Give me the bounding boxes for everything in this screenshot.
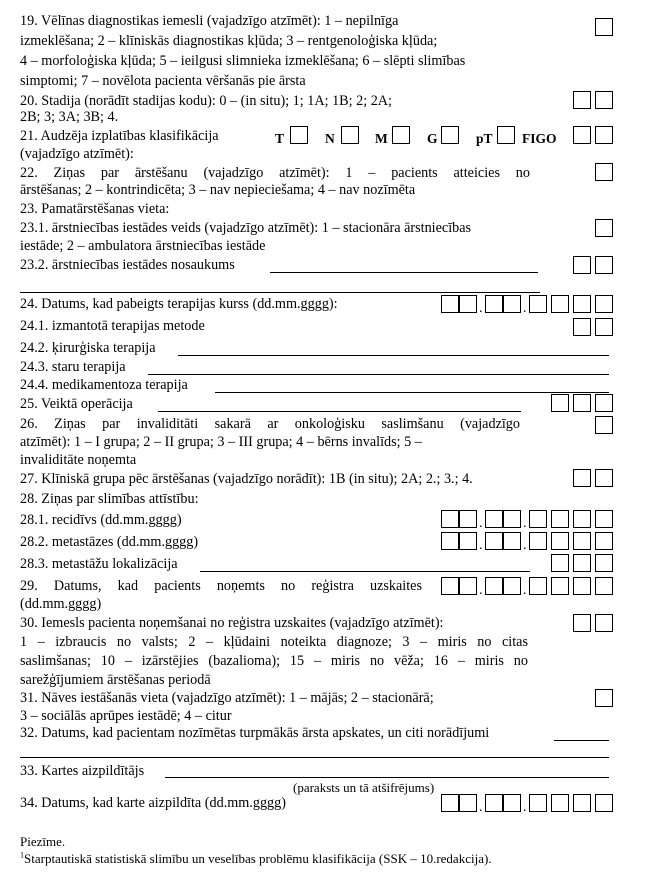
item-28-1-month-box-1[interactable] bbox=[485, 510, 503, 528]
item-23-title: 23. Pamatārstēšanas vieta: bbox=[20, 201, 170, 217]
item-28-2-month-box-1[interactable] bbox=[485, 532, 503, 550]
item-32-label: 32. Datums, kad pacientam nozīmētas turpmākās ārsta apskates, un citi norādījumi bbox=[20, 725, 490, 741]
item-28-2-day-box-2[interactable] bbox=[459, 532, 477, 550]
item-20-line-1: 20. Stadija (norādīt stadijas kodu): 0 – (in situ); 1; 1A; 1B; 2; 2A; bbox=[20, 93, 392, 109]
item-28-1-year-box-2[interactable] bbox=[551, 510, 569, 528]
item-34-day-box-1[interactable] bbox=[441, 794, 459, 812]
item-28-2-day-box-1[interactable] bbox=[441, 532, 459, 550]
item-24-year-box-1[interactable] bbox=[529, 295, 547, 313]
item-30-line-2: 1 – izbraucis no valsts; 2 – kļūdaini noteikta diagnoze; 3 – miris no citas bbox=[20, 634, 528, 650]
item-30-line-1: 30. Iemesls pacienta noņemšanai no reģistra uzskaites (vajadzīgo atzīmēt): bbox=[20, 615, 444, 631]
item-28-3-box-3[interactable] bbox=[595, 554, 613, 572]
item-25-box-2[interactable] bbox=[573, 394, 591, 412]
item-22-checkbox[interactable] bbox=[595, 163, 613, 181]
item-24-year-box-2[interactable] bbox=[551, 295, 569, 313]
tnm-pt-box[interactable] bbox=[497, 126, 515, 144]
item-30-line-4: sarežģījumiem ārstēšanas periodā bbox=[20, 672, 211, 688]
item-29-month-box-1[interactable] bbox=[485, 577, 503, 595]
item-34-month-box-2[interactable] bbox=[503, 794, 521, 812]
item-24-separator-2: . bbox=[523, 301, 527, 316]
item-24-year-box-4[interactable] bbox=[595, 295, 613, 313]
item-27-box-1[interactable] bbox=[573, 469, 591, 487]
item-28-3-label: 28.3. metastāžu lokalizācija bbox=[20, 556, 178, 572]
item-29-separator-2: . bbox=[523, 583, 527, 598]
item-24-4-write-line[interactable] bbox=[215, 392, 609, 393]
item-29-line-1: 29. Datums, kad pacients noņemts no reģistra uzskaites bbox=[20, 578, 422, 594]
item-31-checkbox[interactable] bbox=[595, 689, 613, 707]
item-28-2-year-box-4[interactable] bbox=[595, 532, 613, 550]
item-23-1-line-1: 23.1. ārstniecības iestādes veids (vajadzīgo atzīmēt): 1 – stacionāra ārstniecības bbox=[20, 220, 472, 236]
item-24-1-box-1[interactable] bbox=[573, 318, 591, 336]
item-29-day-box-1[interactable] bbox=[441, 577, 459, 595]
item-28-2-month-box-2[interactable] bbox=[503, 532, 521, 550]
item-25-box-3[interactable] bbox=[595, 394, 613, 412]
item-28-2-year-box-2[interactable] bbox=[551, 532, 569, 550]
item-24-month-box-1[interactable] bbox=[485, 295, 503, 313]
tnm-t-label: T bbox=[275, 131, 285, 146]
item-29-year-box-4[interactable] bbox=[595, 577, 613, 595]
item-34-label: 34. Datums, kad karte aizpildīta (dd.mm.gggg) bbox=[20, 795, 286, 811]
item-19-line-3: 4 – morfoloģiska kļūda; 5 – ieilgusi slimnieka izmeklēšana; 6 – slēpti slimības bbox=[20, 53, 466, 69]
item-31-line-2: 3 – sociālās aprūpes iestādē; 4 – citur bbox=[20, 708, 232, 724]
item-24-4-label: 24.4. medikamentoza terapija bbox=[20, 377, 188, 393]
item-28-1-separator-2: . bbox=[523, 516, 527, 531]
item-34-month-box-1[interactable] bbox=[485, 794, 503, 812]
item-30-box-1[interactable] bbox=[573, 614, 591, 632]
item-34-year-box-1[interactable] bbox=[529, 794, 547, 812]
item-28-1-year-box-1[interactable] bbox=[529, 510, 547, 528]
item-33-caption: (paraksts un tā atšifrējums) bbox=[293, 780, 435, 795]
tnm-g-box[interactable] bbox=[441, 126, 459, 144]
tnm-m-label: M bbox=[375, 131, 388, 146]
item-21-line-2: (vajadzīgo atzīmēt): bbox=[20, 146, 134, 162]
item-34-year-box-3[interactable] bbox=[573, 794, 591, 812]
item-29-year-box-2[interactable] bbox=[551, 577, 569, 595]
item-26-line-3: invaliditāte noņemta bbox=[20, 452, 137, 468]
item-24-1-label: 24.1. izmantotā terapijas metode bbox=[20, 318, 205, 334]
item-25-box-1[interactable] bbox=[551, 394, 569, 412]
item-21-line-1: 21. Audzēja izplatības klasifikācija bbox=[20, 128, 219, 144]
item-23-2-box-1[interactable] bbox=[573, 256, 591, 274]
item-29-year-box-1[interactable] bbox=[529, 577, 547, 595]
item-23-2-box-2[interactable] bbox=[595, 256, 613, 274]
item-24-2-label: 24.2. ķirurģiska terapija bbox=[20, 340, 156, 356]
item-28-1-label: 28.1. recidīvs (dd.mm.gggg) bbox=[20, 512, 182, 528]
footnote bbox=[20, 849, 492, 868]
item-27-label: 27. Klīniskā grupa pēc ārstēšanas (vajadzīgo norādīt): 1B (in situ); 2A; 2.; 3.; 4. bbox=[20, 471, 473, 487]
tnm-m-box[interactable] bbox=[392, 126, 410, 144]
item-32-write-line-2[interactable] bbox=[20, 757, 609, 758]
footnote-text: Starptautiskā statistiskā slimību un veselības problēmu klasifikācija (SSK – 10.redakcija). bbox=[24, 851, 492, 866]
item-34-year-box-4[interactable] bbox=[595, 794, 613, 812]
item-24-day-box-1[interactable] bbox=[441, 295, 459, 313]
tnm-t-box[interactable] bbox=[290, 126, 308, 144]
tnm-pt-label: pT bbox=[476, 131, 493, 146]
item-23-2-label: 23.2. ārstniecības iestādes nosaukums bbox=[20, 257, 235, 273]
item-22-line-2: ārstēšanas; 2 – kontrindicēta; 3 – nav nepieciešama; 4 – nav nozīmēta bbox=[20, 182, 416, 198]
item-24-1-box-2[interactable] bbox=[595, 318, 613, 336]
item-24-3-label: 24.3. staru terapija bbox=[20, 359, 126, 375]
item-19-checkbox[interactable] bbox=[595, 18, 613, 36]
item-20-line-2: 2B; 3; 3A; 3B; 4. bbox=[20, 109, 119, 125]
item-28-1-separator-1: . bbox=[479, 516, 483, 531]
item-27-box-2[interactable] bbox=[595, 469, 613, 487]
tnm-figo-box-1[interactable] bbox=[573, 126, 591, 144]
item-19-line-2: izmeklēšana; 2 – klīniskās diagnostikas kļūda; 3 – rentgenoloģiska kļūda; bbox=[20, 33, 438, 49]
item-28-3-box-2[interactable] bbox=[573, 554, 591, 572]
item-29-line-2: (dd.mm.gggg) bbox=[20, 596, 102, 612]
item-22-line-1: 22. Ziņas par ārstēšanu (vajadzīgo atzīmēt): 1 – pacients atteicies no bbox=[20, 165, 530, 181]
item-29-year-box-3[interactable] bbox=[573, 577, 591, 595]
item-28-2-separator-2: . bbox=[523, 538, 527, 553]
tnm-figo-label: FIGO bbox=[522, 131, 557, 146]
item-30-box-2[interactable] bbox=[595, 614, 613, 632]
item-19-line-4: simptomi; 7 – novēlota pacienta vēršanās pie ārsta bbox=[20, 73, 306, 89]
item-25-write-line[interactable] bbox=[158, 411, 521, 412]
item-28-2-year-box-3[interactable] bbox=[573, 532, 591, 550]
item-28-title: 28. Ziņas par slimības attīstību: bbox=[20, 491, 199, 507]
tnm-figo-box-2[interactable] bbox=[595, 126, 613, 144]
item-34-day-box-2[interactable] bbox=[459, 794, 477, 812]
item-24-2-write-line[interactable] bbox=[178, 355, 609, 356]
item-23-2-write-line[interactable] bbox=[270, 272, 538, 273]
item-28-1-month-box-2[interactable] bbox=[503, 510, 521, 528]
footnote-mark: 1 bbox=[20, 850, 24, 860]
item-23-1-checkbox[interactable] bbox=[595, 219, 613, 237]
item-26-checkbox[interactable] bbox=[595, 416, 613, 434]
item-23-1-line-2: iestāde; 2 – ambulatora ārstniecības iestāde bbox=[20, 238, 266, 254]
item-24-label: 24. Datums, kad pabeigts terapijas kurss (dd.mm.gggg): bbox=[20, 296, 338, 312]
item-28-2-year-box-1[interactable] bbox=[529, 532, 547, 550]
item-20-code-box-2[interactable] bbox=[595, 91, 613, 109]
item-24-3-write-line[interactable] bbox=[148, 374, 609, 375]
item-30-line-3: saslimšanas; 10 – izārstējies (bazalioma); 15 – miris no vēža; 16 – miris no bbox=[20, 653, 528, 669]
item-34-separator-1: . bbox=[479, 800, 483, 815]
item-28-2-separator-1: . bbox=[479, 538, 483, 553]
item-34-year-box-2[interactable] bbox=[551, 794, 569, 812]
item-28-1-year-box-4[interactable] bbox=[595, 510, 613, 528]
item-28-1-day-box-2[interactable] bbox=[459, 510, 477, 528]
item-28-1-day-box-1[interactable] bbox=[441, 510, 459, 528]
item-26-line-1: 26. Ziņas par invaliditāti sakarā ar onkoloģisku saslimšanu (vajadzīgo bbox=[20, 416, 520, 432]
item-26-line-2: atzīmēt): 1 – I grupa; 2 – II grupa; 3 – III grupa; 4 – bērns invalīds; 5 – bbox=[20, 434, 422, 450]
item-25-label: 25. Veiktā operācija bbox=[20, 396, 133, 412]
tnm-n-box[interactable] bbox=[341, 126, 359, 144]
item-28-2-label: 28.2. metastāzes (dd.mm.gggg) bbox=[20, 534, 199, 550]
item-29-month-box-2[interactable] bbox=[503, 577, 521, 595]
tnm-n-label: N bbox=[325, 131, 335, 146]
item-24-day-box-2[interactable] bbox=[459, 295, 477, 313]
item-34-separator-2: . bbox=[523, 800, 527, 815]
item-24-month-box-2[interactable] bbox=[503, 295, 521, 313]
item-28-3-box-1[interactable] bbox=[551, 554, 569, 572]
item-29-separator-1: . bbox=[479, 583, 483, 598]
item-24-year-box-3[interactable] bbox=[573, 295, 591, 313]
item-20-code-box-1[interactable] bbox=[573, 91, 591, 109]
item-24-separator-1: . bbox=[479, 301, 483, 316]
item-33-label: 33. Kartes aizpildītājs bbox=[20, 763, 145, 779]
item-29-day-box-2[interactable] bbox=[459, 577, 477, 595]
item-28-1-year-box-3[interactable] bbox=[573, 510, 591, 528]
item-28-3-write-line[interactable] bbox=[200, 571, 530, 572]
tnm-g-label: G bbox=[427, 131, 438, 146]
item-23-2-write-line-2[interactable] bbox=[20, 292, 540, 293]
note-heading: Piezīme. bbox=[20, 834, 66, 849]
item-31-line-1: 31. Nāves iestāšanās vieta (vajadzīgo atzīmēt): 1 – mājās; 2 – stacionārā; bbox=[20, 690, 434, 706]
item-19-line-1: 19. Vēlīnas diagnostikas iemesli (vajadzīgo atzīmēt): 1 – nepilnīga bbox=[20, 13, 399, 29]
item-32-write-line-1[interactable] bbox=[554, 740, 609, 741]
